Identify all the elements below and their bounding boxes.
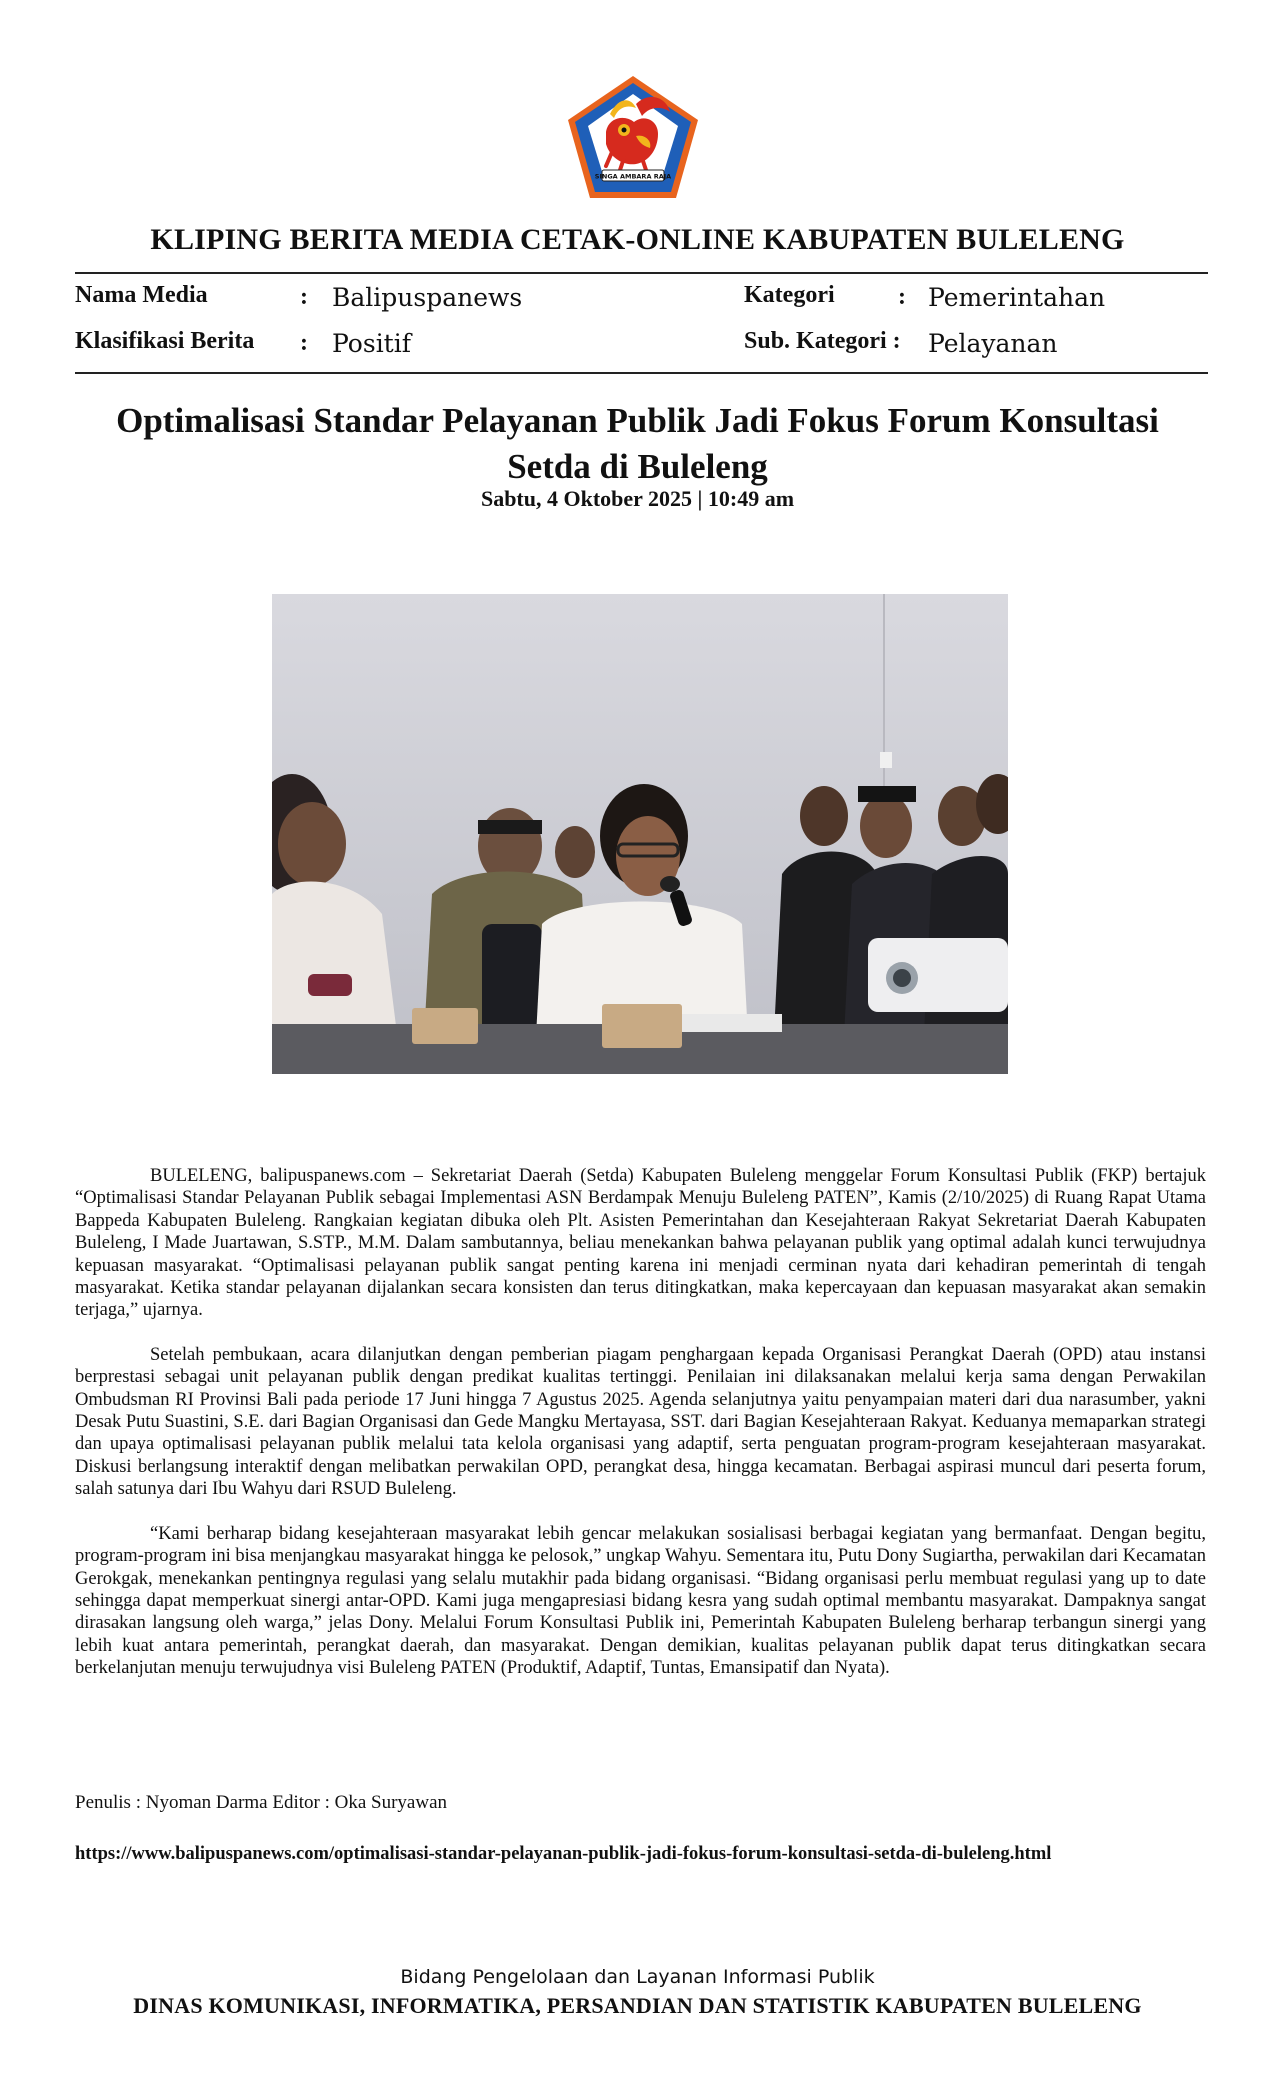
footer-division: Bidang Pengelolaan dan Layanan Informasi Publik: [400, 1966, 875, 1988]
clipping-header-title: KLIPING BERITA MEDIA CETAK-ONLINE KABUPATEN BULELENG: [150, 223, 1125, 256]
article-body: [75, 1165, 1206, 1702]
article-title: Optimalisasi Standar Pelayanan Publik Jadi Fokus Forum Konsultasi Setda di Buleleng: [116, 401, 1159, 486]
news-classification-value: Positif: [332, 329, 411, 358]
article-paragraph: “Kami berharap bidang kesejahteraan masyarakat lebih gencar melakukan sosialisasi berbagai kegiatan yang bermanfaat. Dengan begitu, program-program ini bisa menjangkau masyarakat hingga ke pelosok,” ungkap Wahyu. Sementara itu, Putu Dony Sugiartha, perwakilan dari Kecamatan Gerokgak, menekankan pentingnya regulasi yang selalu mutakhir pada bidang organisasi. “Bidang organisasi perlu membuat regulasi yang up to date sehingga dapat memperkuat sinergi antar-OPD. Kami juga mengapresiasi bidang kesra yang sudah optimal membantu masyarakat. Dampaknya sangat dirasakan langsung oleh warga,” jelas Dony. Melalui Forum Konsultasi Publik ini, Pemerintah Kabupaten Buleleng berharap terbangun sinergi yang lebih kuat antara pemerintah, perangkat daerah, dan masyarakat. Dengan demikian, kualitas pelayanan publik dapat terus ditingkatkan secara berkelanjutan menuju terwujudnya visi Buleleng PATEN (Produktif, Adaptif, Tuntas, Emansipatif dan Nyata).: [75, 1523, 1206, 1679]
article-paragraph: Setelah pembukaan, acara dilanjutkan dengan pemberian piagam penghargaan kepada Organisasi Perangkat Daerah (OPD) atau instansi berprestasi sebagai unit pelayanan publik dengan predikat kualitas tertinggi. Penilaian ini dilaksanakan melalui kerja sama dengan Perwakilan Ombudsman RI Provinsi Bali pada periode 17 Juni hingga 7 Agustus 2025. Agenda selanjutnya yaitu penyampaian materi dari dua narasumber, yakni Desak Putu Suastini, S.E. dari Bagian Organisasi dan Gede Mangku Mertayasa, SST. dari Bagian Kesejahteraan Rakyat. Keduanya memaparkan strategi dan upaya optimalisasi pelayanan publik melalui tata kelola organisasi yang adaptif, serta penguatan program-program kesejahteraan masyarakat. Diskusi berlangsung interaktif dengan melibatkan perwakilan OPD, perangkat desa, hingga kecamatan. Berbagai aspirasi muncul dari peserta forum, salah satunya dari Ibu Wahyu dari RSUD Buleleng.: [75, 1344, 1206, 1500]
source-url[interactable]: https://www.balipuspanews.com/optimalisasi-standar-pelayanan-publik-jadi-fokus-forum-konsultasi-setda-di-buleleng.html: [75, 1844, 1052, 1864]
meeting-photo-icon: [272, 594, 1008, 1074]
news-classification-colon: :: [300, 330, 308, 356]
news-classification-label: Klasifikasi Berita: [75, 328, 255, 354]
category-colon: :: [898, 284, 906, 310]
article-date: Sabtu, 4 Oktober 2025 | 10:49 am: [480, 486, 795, 511]
article-paragraph: BULELENG, balipuspanews.com – Sekretariat Daerah (Setda) Kabupaten Buleleng menggelar Forum Konsultasi Publik (FKP) bertajuk “Optimalisasi Standar Pelayanan Publik sebagai Implementasi ASN Berdampak Menuju Buleleng PATEN”, Kamis (2/10/2025) di Ruang Rapat Utama Bappeda Kabupaten Buleleng. Rangkaian kegiatan dibuka oleh Plt. Asisten Pemerintahan dan Kesejahteraan Rakyat Sekretariat Daerah Kabupaten Buleleng, I Made Juartawan, S.STP., M.M. Dalam sambutannya, beliau menekankan bahwa pelayanan publik yang optimal adalah kunci terwujudnya kepuasan masyarakat. “Optimalisasi pelayanan publik sangat penting karena ini menjadi cerminan nyata dari kehadiran pemerintah di tengah masyarakat. Ketika standar pelayanan dijalankan secara konsisten dan terus ditingkatkan, maka kepercayaan dan kepuasan masyarakat akan semakin terjaga,” ujarnya.: [75, 1166, 1206, 1321]
category-label: Kategori: [744, 282, 835, 308]
article-credits: Penulis : Nyoman Darma Editor : Oka Suryawan: [75, 1792, 448, 1813]
header-rule-top: [75, 272, 1208, 274]
media-name-colon: :: [300, 284, 308, 310]
footer-department: DINAS KOMUNIKASI, INFORMATIKA, PERSANDIAN DAN STATISTIK KABUPATEN BULELENG: [133, 1993, 1142, 2018]
category-value: Pemerintahan: [928, 283, 1106, 312]
media-name-value: Balipuspanews: [332, 283, 523, 312]
subcategory-label: Sub. Kategori :: [744, 328, 901, 354]
buleleng-regency-logo: [566, 74, 700, 200]
subcategory-value: Pelayanan: [928, 329, 1058, 358]
media-name-label: Nama Media: [75, 282, 208, 308]
logo-motto: SINGA AMBARA RAJA: [594, 172, 672, 181]
header-rule-bottom: [75, 372, 1208, 374]
